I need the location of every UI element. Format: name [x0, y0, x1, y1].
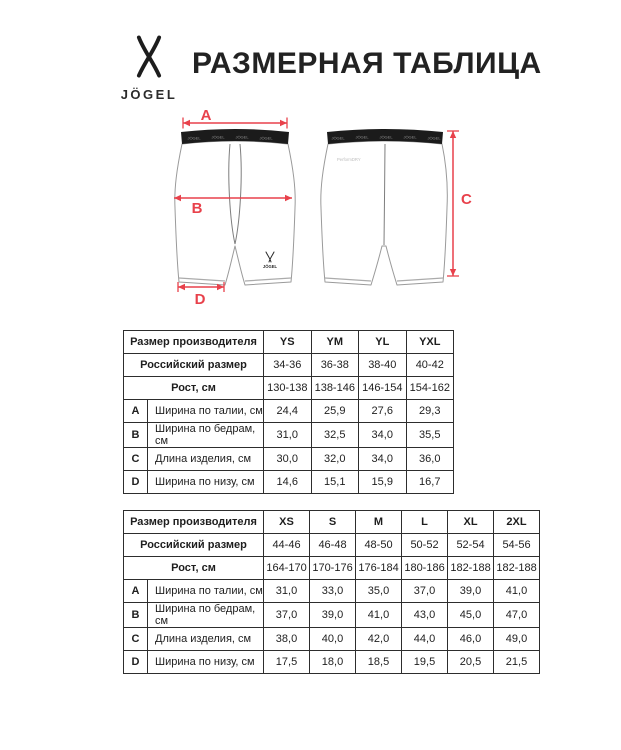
size-col-header: M — [356, 511, 402, 534]
table-row — [124, 471, 454, 494]
russian-size-cell: 50-52 — [402, 534, 448, 557]
size-col-header: YM — [311, 331, 359, 354]
manufacturer-size-header: Размер производителя — [124, 511, 264, 534]
russian-size-cell: 52-54 — [448, 534, 494, 557]
russian-size-cell: 54-56 — [494, 534, 540, 557]
value-cell: 37,0 — [264, 603, 310, 628]
table-row — [124, 331, 454, 354]
dimension-letter-cell: C — [124, 628, 148, 651]
value-cell: 42,0 — [356, 628, 402, 651]
value-cell: 32,0 — [311, 448, 359, 471]
russian-size-cell: 48-50 — [356, 534, 402, 557]
dimension-letter-cell: D — [124, 471, 148, 494]
table-row — [124, 651, 540, 674]
brand-logo — [110, 34, 188, 104]
measurement-label-cell: Ширина по низу, см — [148, 651, 264, 674]
table-row — [124, 628, 540, 651]
russian-size-cell: 44-46 — [264, 534, 310, 557]
measurement-label-cell: Ширина по талии, см — [148, 580, 264, 603]
size-col-header: S — [310, 511, 356, 534]
table-row — [124, 448, 454, 471]
table-row — [124, 400, 454, 423]
value-cell: 15,1 — [311, 471, 359, 494]
dimension-letter-cell: B — [124, 423, 148, 448]
value-cell: 32,5 — [311, 423, 359, 448]
measurement-label-cell: Ширина по бедрам, см — [148, 423, 264, 448]
table-row — [124, 603, 540, 628]
size-col-header: L — [402, 511, 448, 534]
waistband-brand-mark: JÖGEL — [355, 134, 369, 140]
table-row — [124, 511, 540, 534]
value-cell: 18,5 — [356, 651, 402, 674]
size-col-header: YXL — [406, 331, 454, 354]
value-cell: 25,9 — [311, 400, 359, 423]
height-cell: 130-138 — [264, 377, 312, 400]
value-cell: 44,0 — [402, 628, 448, 651]
value-cell: 39,0 — [310, 603, 356, 628]
size-col-header: 2XL — [494, 511, 540, 534]
size-col-header: XL — [448, 511, 494, 534]
value-cell: 27,6 — [359, 400, 407, 423]
measurement-diagram — [140, 106, 480, 322]
waistband-brand-mark: JÖGEL — [403, 134, 417, 140]
height-cell: 180-186 — [402, 557, 448, 580]
value-cell: 34,0 — [359, 423, 407, 448]
dimension-label-c: C — [461, 191, 472, 208]
value-cell: 46,0 — [448, 628, 494, 651]
russian-size-cell: 40-42 — [406, 354, 454, 377]
value-cell: 16,7 — [406, 471, 454, 494]
jogel-logo-icon — [121, 34, 177, 86]
height-cell: 164-170 — [264, 557, 310, 580]
waistband-brand-mark: JÖGEL — [379, 134, 393, 140]
shorts-diagram-drawing — [140, 106, 480, 322]
height-header: Рост, см — [124, 557, 264, 580]
measurement-label-cell: Длина изделия, см — [148, 448, 264, 471]
russian-size-cell: 36-38 — [311, 354, 359, 377]
value-cell: 35,0 — [356, 580, 402, 603]
dimension-letter-cell: B — [124, 603, 148, 628]
dimension-letter-cell: A — [124, 580, 148, 603]
value-cell: 31,0 — [264, 423, 312, 448]
height-header: Рост, см — [124, 377, 264, 400]
table-row — [124, 557, 540, 580]
dimension-label-a: A — [200, 107, 212, 124]
value-cell: 18,0 — [310, 651, 356, 674]
measurement-label-cell: Ширина по низу, см — [148, 471, 264, 494]
value-cell: 20,5 — [448, 651, 494, 674]
waistband-brand-mark: JÖGEL — [235, 134, 249, 140]
value-cell: 29,3 — [406, 400, 454, 423]
height-cell: 176-184 — [356, 557, 402, 580]
table-row — [124, 354, 454, 377]
value-cell: 37,0 — [402, 580, 448, 603]
russian-size-cell: 38-40 — [359, 354, 407, 377]
table-row — [124, 534, 540, 557]
page-title: РАЗМЕРНАЯ ТАБЛИЦА — [192, 47, 542, 80]
dimension-arrow-c — [447, 131, 459, 276]
back-print-text: PerformDRY — [337, 157, 361, 162]
height-cell: 182-188 — [494, 557, 540, 580]
measurement-label-cell: Длина изделия, см — [148, 628, 264, 651]
value-cell: 21,5 — [494, 651, 540, 674]
table-row — [124, 580, 540, 603]
height-cell: 170-176 — [310, 557, 356, 580]
waistband-brand-mark: JÖGEL — [187, 135, 201, 141]
brand-logo-text: JÖGEL — [120, 87, 178, 102]
value-cell: 38,0 — [264, 628, 310, 651]
russian-size-header: Российский размер — [124, 534, 264, 557]
value-cell: 34,0 — [359, 448, 407, 471]
size-table-adult — [123, 510, 540, 674]
dimension-label-d: D — [194, 291, 206, 308]
size-table-youth — [123, 330, 454, 494]
value-cell: 31,0 — [264, 580, 310, 603]
value-cell: 19,5 — [402, 651, 448, 674]
dimension-letter-cell: D — [124, 651, 148, 674]
measurement-label-cell: Ширина по бедрам, см — [148, 603, 264, 628]
value-cell: 40,0 — [310, 628, 356, 651]
value-cell: 30,0 — [264, 448, 312, 471]
russian-size-cell: 46-48 — [310, 534, 356, 557]
dimension-letter-cell: A — [124, 400, 148, 423]
height-cell: 154-162 — [406, 377, 454, 400]
value-cell: 35,5 — [406, 423, 454, 448]
back-shorts-drawing — [321, 129, 448, 285]
value-cell: 24,4 — [264, 400, 312, 423]
russian-size-header: Российский размер — [124, 354, 264, 377]
size-col-header: XS — [264, 511, 310, 534]
size-col-header: YL — [359, 331, 407, 354]
value-cell: 33,0 — [310, 580, 356, 603]
dimension-arrow-a — [183, 118, 287, 129]
dimension-letter-cell: C — [124, 448, 148, 471]
value-cell: 43,0 — [402, 603, 448, 628]
value-cell: 15,9 — [359, 471, 407, 494]
russian-size-cell: 34-36 — [264, 354, 312, 377]
height-cell: 138-146 — [311, 377, 359, 400]
waistband-brand-mark: JÖGEL — [331, 135, 345, 141]
waistband-brand-mark: JÖGEL — [259, 135, 273, 141]
measurement-label-cell: Ширина по талии, см — [148, 400, 264, 423]
manufacturer-size-header: Размер производителя — [124, 331, 264, 354]
dimension-label-b: B — [191, 200, 203, 217]
height-cell: 146-154 — [359, 377, 407, 400]
leg-logo-text: JÖGEL — [262, 264, 278, 269]
waistband-brand-mark: JÖGEL — [427, 135, 441, 141]
value-cell: 14,6 — [264, 471, 312, 494]
waistband-brand-mark: JÖGEL — [211, 134, 225, 140]
value-cell: 49,0 — [494, 628, 540, 651]
value-cell: 39,0 — [448, 580, 494, 603]
value-cell: 17,5 — [264, 651, 310, 674]
table-row — [124, 377, 454, 400]
height-cell: 182-188 — [448, 557, 494, 580]
table-row — [124, 423, 454, 448]
size-col-header: YS — [264, 331, 312, 354]
value-cell: 41,0 — [494, 580, 540, 603]
value-cell: 36,0 — [406, 448, 454, 471]
value-cell: 45,0 — [448, 603, 494, 628]
value-cell: 41,0 — [356, 603, 402, 628]
value-cell: 47,0 — [494, 603, 540, 628]
